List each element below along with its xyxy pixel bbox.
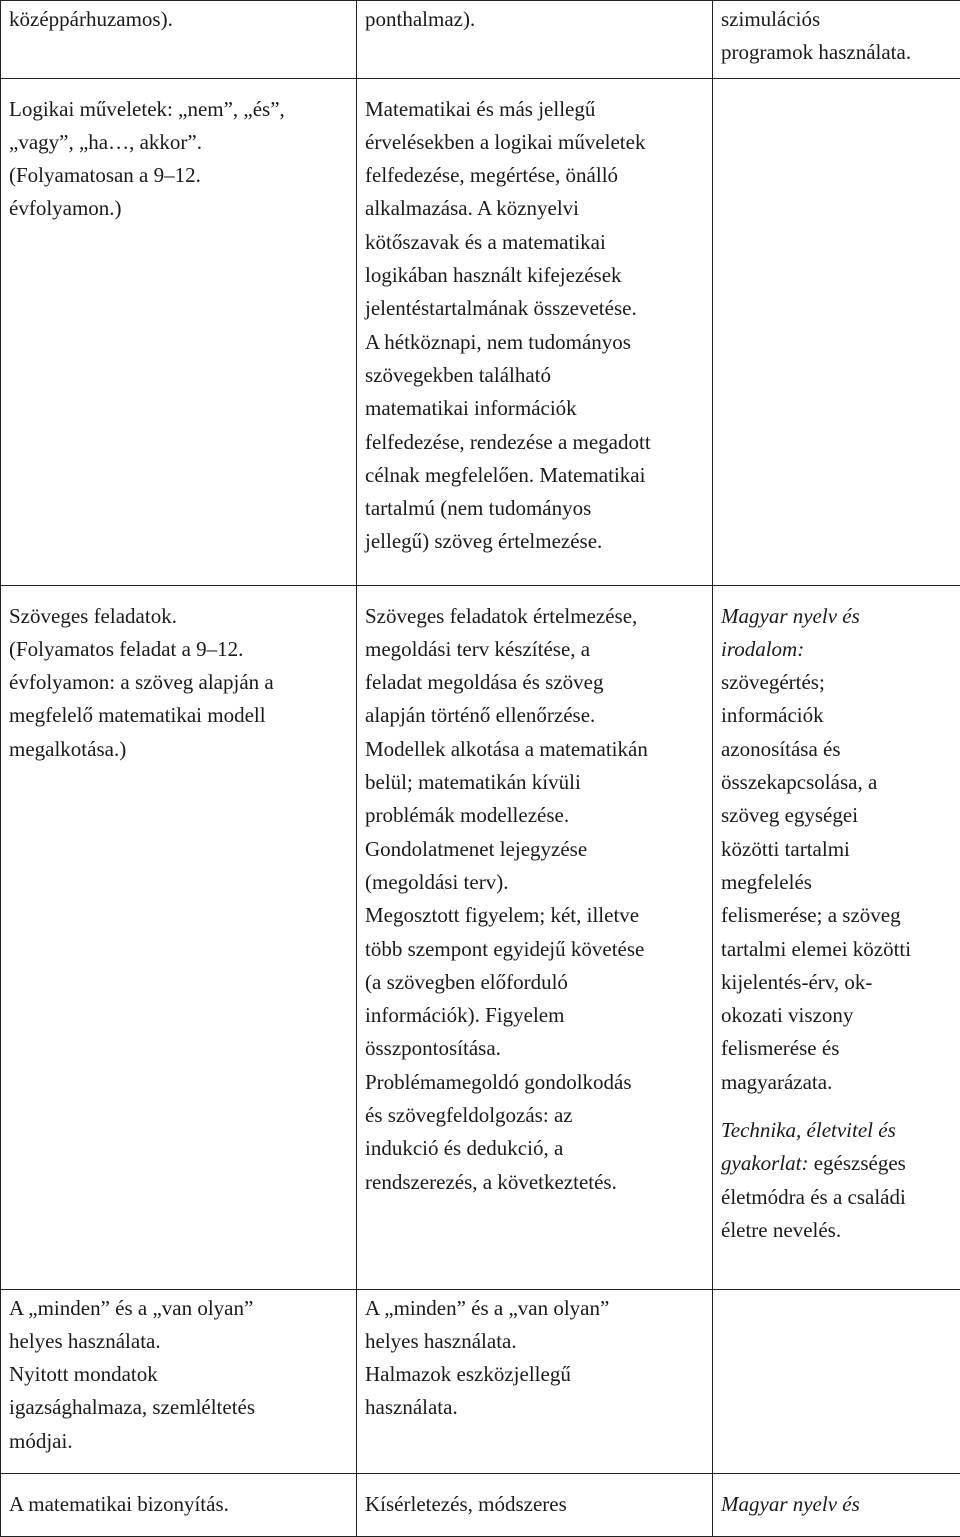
text-fragment: egészséges (808, 1151, 905, 1175)
text-line: programok használata. (721, 36, 952, 69)
text-line: matematikai információk (365, 392, 704, 425)
text-line: magyarázata. (721, 1066, 952, 1099)
text-line: Szöveges feladatok. (9, 600, 348, 633)
activity-cell (357, 1473, 713, 1536)
text-line: A hétköznapi, nem tudományos (365, 326, 704, 359)
paragraph-gap (721, 1099, 952, 1114)
text-line: életmódra és a családi (721, 1181, 952, 1214)
text-line: Megosztott figyelem; két, illetve (365, 899, 704, 932)
subject-label: gyakorlat: (721, 1151, 808, 1175)
text-line: (Folyamatos feladat a 9–12. (9, 633, 348, 666)
activity-cell (357, 585, 713, 1289)
text-line: helyes használata. (365, 1325, 704, 1358)
text-line: (megoldási terv). (365, 866, 704, 899)
text-line: Halmazok eszközjellegű (365, 1358, 704, 1391)
text-line: összekapcsolása, a (721, 766, 952, 799)
text-line: használata. (365, 1391, 704, 1424)
subject-label: Magyar nyelv és (721, 1488, 952, 1521)
connection-cell (713, 1, 960, 79)
text-line: jellegű) szöveg értelmezése. (365, 525, 704, 558)
table-row (1, 1, 960, 79)
text-line: megoldási terv készítése, a (365, 633, 704, 666)
text-line: Modellek alkotása a matematikán (365, 733, 704, 766)
text-line: Gondolatmenet lejegyzése (365, 833, 704, 866)
activity-cell (357, 1289, 713, 1473)
subject-label: irodalom: (721, 633, 952, 666)
text-line: A matematikai bizonyítás. (9, 1488, 348, 1521)
activity-cell (357, 1, 713, 79)
text-line: szövegértés; (721, 666, 952, 699)
text-line: okozati viszony (721, 999, 952, 1032)
text-line: alapján történő ellenőrzése. (365, 699, 704, 732)
connection-cell (713, 78, 960, 585)
subject-label: Technika, életvitel és (721, 1114, 952, 1147)
text-line: (Folyamatosan a 9–12. (9, 159, 348, 192)
table-row (1, 1473, 960, 1536)
text-line: indukció és dedukció, a (365, 1132, 704, 1165)
text-line: ponthalmaz). (365, 3, 704, 36)
text-line: célnak megfelelően. Matematikai (365, 459, 704, 492)
text-line: felfedezése, rendezése a megadott (365, 426, 704, 459)
text-line: Szöveges feladatok értelmezése, (365, 600, 704, 633)
text-line: jelentéstartalmának összevetése. (365, 292, 704, 325)
topic-cell (1, 1289, 357, 1473)
text-line: érvelésekben a logikai műveletek (365, 126, 704, 159)
text-line: életre nevelés. (721, 1214, 952, 1247)
text-line: helyes használata. (9, 1325, 348, 1358)
topic-cell (1, 1, 357, 79)
connection-cell (713, 1473, 960, 1536)
text-line: szöveg egységei (721, 799, 952, 832)
connection-cell (713, 1289, 960, 1473)
connection-cell (713, 585, 960, 1289)
text-line: alkalmazása. A köznyelvi (365, 192, 704, 225)
subject-label: Magyar nyelv és (721, 600, 952, 633)
text-line: középpárhuzamos). (9, 3, 348, 36)
text-line: évfolyamon: a szöveg alapján a (9, 666, 348, 699)
text-line: tartalmi elemei közötti (721, 933, 952, 966)
topic-cell (1, 1473, 357, 1536)
topic-cell (1, 78, 357, 585)
text-line: megfelelő matematikai modell (9, 699, 348, 732)
activity-cell (357, 78, 713, 585)
text-line: Matematikai és más jellegű (365, 93, 704, 126)
text-line: felismerése; a szöveg (721, 899, 952, 932)
text-line: igazsághalmaza, szemléltetés (9, 1391, 348, 1424)
text-line: A „minden” és a „van olyan” (9, 1292, 348, 1325)
text-line: módjai. (9, 1425, 348, 1458)
text-line: információk). Figyelem (365, 999, 704, 1032)
text-line: szimulációs (721, 3, 952, 36)
topic-cell (1, 585, 357, 1289)
text-line: „vagy”, „ha…, akkor”. (9, 126, 348, 159)
text-line: (a szövegben előforduló (365, 966, 704, 999)
text-line: szövegekben található (365, 359, 704, 392)
text-line (721, 1147, 952, 1180)
text-line: közötti tartalmi (721, 833, 952, 866)
text-line: felfedezése, megértése, önálló (365, 159, 704, 192)
text-line: tartalmú (nem tudományos (365, 492, 704, 525)
text-line: problémák modellezése. (365, 799, 704, 832)
table-row (1, 585, 960, 1289)
text-line: kötőszavak és a matematikai (365, 226, 704, 259)
text-line: és szövegfeldolgozás: az (365, 1099, 704, 1132)
table-row (1, 1289, 960, 1473)
text-line: rendszerezés, a következtetés. (365, 1166, 704, 1199)
text-line: összpontosítása. (365, 1032, 704, 1065)
text-line: kijelentés-érv, ok- (721, 966, 952, 999)
text-line: felismerése és (721, 1032, 952, 1065)
text-line: belül; matematikán kívüli (365, 766, 704, 799)
text-line: Logikai műveletek: „nem”, „és”, (9, 93, 348, 126)
text-line: információk (721, 699, 952, 732)
text-line: logikában használt kifejezések (365, 259, 704, 292)
text-line: A „minden” és a „van olyan” (365, 1292, 704, 1325)
text-line: Kísérletezés, módszeres (365, 1488, 704, 1521)
text-line: Problémamegoldó gondolkodás (365, 1066, 704, 1099)
text-line: megfelelés (721, 866, 952, 899)
text-line: évfolyamon.) (9, 192, 348, 225)
text-line: feladat megoldása és szöveg (365, 666, 704, 699)
text-line: azonosítása és (721, 733, 952, 766)
text-line: megalkotása.) (9, 733, 348, 766)
table-row (1, 78, 960, 585)
text-line: több szempont egyidejű követése (365, 933, 704, 966)
text-line: Nyitott mondatok (9, 1358, 348, 1391)
